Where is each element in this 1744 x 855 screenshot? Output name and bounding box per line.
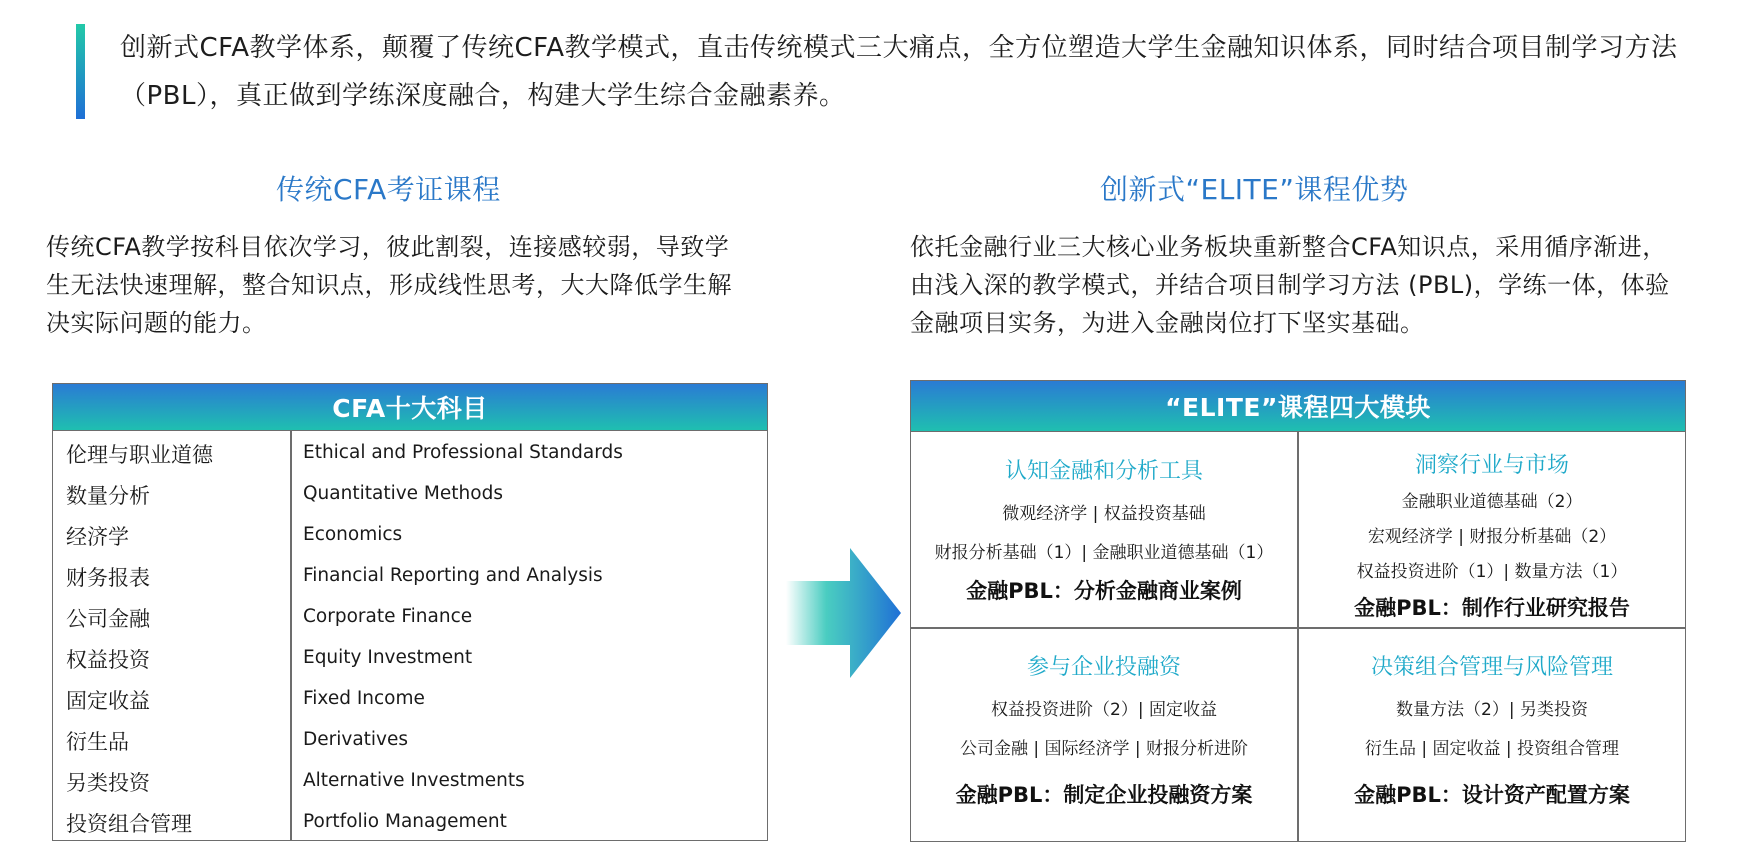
subject-en: Economics	[303, 524, 403, 545]
subject-en: Financial Reporting and Analysis	[303, 565, 603, 586]
table-row	[53, 804, 767, 845]
module-line: 衍生品 | 固定收益 | 投资组合管理	[1364, 739, 1620, 759]
module-pbl: 金融PBL：设计资产配置方案	[1354, 783, 1630, 807]
cfa-table-header: CFA十大科目	[53, 384, 767, 430]
table-row	[53, 476, 767, 517]
module-pbl: 金融PBL：制作行业研究报告	[1354, 596, 1630, 620]
table-row	[53, 722, 767, 763]
subject-en: Equity Investment	[303, 647, 473, 668]
arrow-right-icon	[786, 548, 901, 678]
subject-en: Fixed Income	[303, 688, 425, 709]
module-line: 微观经济学 | 权益投资基础	[1002, 504, 1206, 524]
cfa-subjects-table	[52, 383, 768, 841]
module-title: 决策组合管理与风险管理	[1370, 655, 1613, 680]
module-card	[911, 650, 1297, 809]
intro-accent-bar	[76, 24, 85, 119]
module-card	[1299, 650, 1685, 809]
elite-title: 创新式“ELITE”课程优势	[1100, 173, 1409, 206]
subject-en: Quantitative Methods	[303, 483, 503, 504]
module-pbl: 金融PBL：制定企业投融资方案	[955, 783, 1253, 807]
table-row	[53, 640, 767, 681]
module-line: 财报分析基础（1）| 金融职业道德基础（1）	[934, 543, 1274, 563]
subject-cn: 数量分析	[66, 484, 150, 508]
subject-cn: 财务报表	[66, 566, 150, 590]
elite-row-divider	[911, 627, 1685, 629]
subject-en: Corporate Finance	[303, 606, 473, 627]
subject-cn: 衍生品	[66, 730, 129, 754]
traditional-title: 传统CFA考证课程	[276, 173, 501, 206]
subject-cn: 投资组合管理	[66, 812, 192, 836]
subject-cn: 经济学	[66, 525, 129, 549]
module-line: 数量方法（2）| 另类投资	[1396, 700, 1588, 720]
elite-modules-table	[910, 380, 1686, 842]
cfa-table-body	[53, 430, 767, 840]
elite-table-header: “ELITE”课程四大模块	[911, 381, 1685, 431]
module-line: 宏观经济学 | 财报分析基础（2）	[1367, 527, 1617, 547]
elite-table-body	[911, 431, 1685, 841]
subject-en: Ethical and Professional Standards	[303, 442, 623, 463]
module-title: 认知金融和分析工具	[1004, 459, 1203, 484]
intro-text: 创新式CFA教学体系，颠覆了传统CFA教学模式，直击传统模式三大痛点，全方位塑造大学生金融知识体系，同时结合项目制学习方法（PBL），真正做到学练深度融合，构建大学生综合金融素养。	[120, 33, 1678, 111]
subject-en: Derivatives	[303, 729, 409, 750]
module-card	[1299, 448, 1685, 622]
subject-en: Portfolio Management	[303, 811, 507, 832]
module-title: 洞察行业与市场	[1414, 453, 1569, 478]
module-title: 参与企业投融资	[1026, 655, 1181, 680]
subject-cn: 权益投资	[66, 648, 150, 672]
module-line: 金融职业道德基础（2）	[1401, 492, 1583, 512]
subject-cn: 公司金融	[66, 607, 150, 631]
subject-en: Alternative Investments	[303, 770, 525, 791]
subject-cn: 另类投资	[66, 771, 150, 795]
table-row	[53, 517, 767, 558]
module-line: 公司金融 | 国际经济学 | 财报分析进阶	[959, 739, 1249, 759]
module-card	[911, 454, 1297, 605]
traditional-desc: 传统CFA教学按科目依次学习，彼此割裂，连接感较弱，导致学生无法快速理解，整合知识点，形成线性思考，大大降低学生解决实际问题的能力。	[46, 233, 732, 337]
subject-cn: 固定收益	[66, 689, 150, 713]
subject-cn: 伦理与职业道德	[66, 443, 213, 467]
module-pbl: 金融PBL：分析金融商业案例	[966, 579, 1242, 603]
table-row	[53, 435, 767, 476]
table-row	[53, 558, 767, 599]
elite-desc: 依托金融行业三大核心业务板块重新整合CFA知识点，采用循序渐进，由浅入深的教学模式，并结合项目制学习方法 (PBL)，学练一体，体验金融项目实务，为进入金融岗位打下坚实基础。	[910, 233, 1670, 337]
table-row	[53, 763, 767, 804]
table-row	[53, 681, 767, 722]
table-row	[53, 599, 767, 640]
module-line: 权益投资进阶（2）| 固定收益	[991, 700, 1217, 720]
module-line: 权益投资进阶（1）| 数量方法（1）	[1356, 562, 1628, 582]
